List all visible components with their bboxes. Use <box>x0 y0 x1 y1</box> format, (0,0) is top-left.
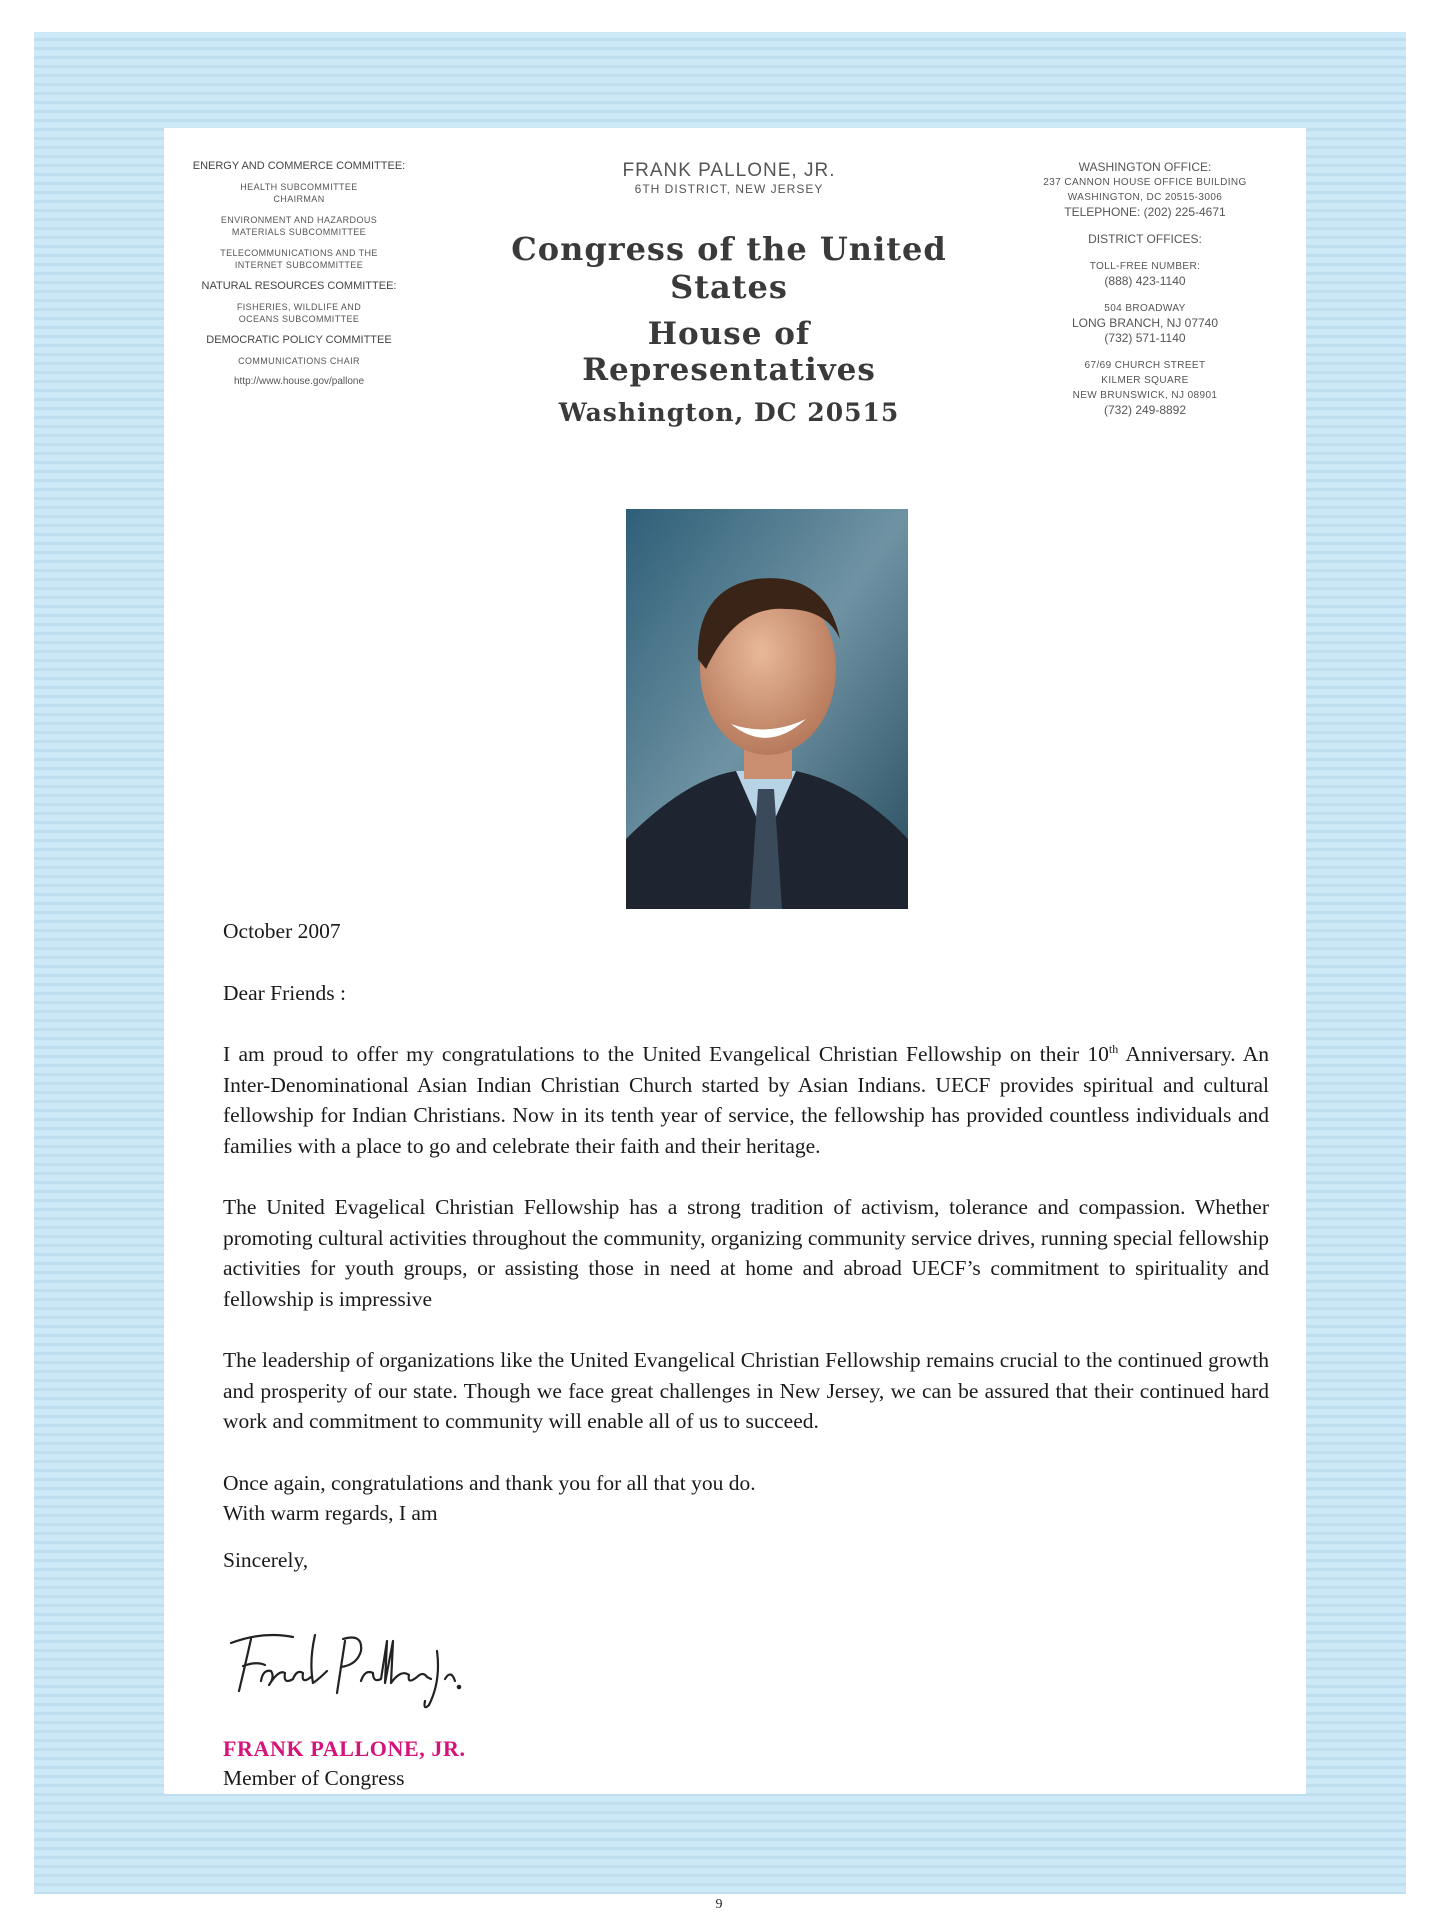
paragraph-4-line-2: With warm regards, I am <box>223 1501 438 1525</box>
signer-name: FRANK PALLONE, JR. <box>223 1736 466 1761</box>
website-url: http://www.house.gov/pallone <box>233 376 365 387</box>
portrait-photo <box>626 509 908 909</box>
representative-name: FRANK PALLONE, JR. <box>622 160 836 181</box>
long-branch-phone: (732) 571-1140 <box>1104 331 1186 345</box>
paragraph-1-text-a: I am proud to offer my congratulations to the United Evangelical Christian Fellowship on their 10 <box>223 1042 1109 1066</box>
new-brunswick-address-3: NEW BRUNSWICK, NJ 08901 <box>1072 390 1218 401</box>
signer-title: Member of Congress <box>223 1766 405 1790</box>
letter-body <box>223 916 1269 1575</box>
subcommittee-fisheries-1: FISHERIES, WILDLIFE AND <box>236 302 362 312</box>
paragraph-3: The leadership of organizations like the United Evangelical Christian Fellowship remains crucial to the continued growth and prosperity of our state. Though we face great challenges in New Jersey, we can be assured that their continued hard work and commitment to community will enable all of us to succeed. <box>223 1348 1269 1433</box>
ordinal-suffix: th <box>1108 1042 1119 1056</box>
washington-heading: Washington, DC 20515 <box>558 398 900 427</box>
subcommittee-environment-2: MATERIALS SUBCOMMITTEE <box>231 227 367 237</box>
subcommittee-fisheries-2: OCEANS SUBCOMMITTEE <box>238 314 360 324</box>
toll-free-number: (888) 423-1140 <box>1104 274 1186 288</box>
subcommittee-telecom-2: INTERNET SUBCOMMITTEE <box>234 260 364 270</box>
house-heading: House of Representatives <box>582 316 876 388</box>
toll-free-label: TOLL-FREE NUMBER: <box>1089 261 1201 272</box>
role-chairman: CHAIRMAN <box>273 194 325 204</box>
committee-democratic-policy: DEMOCRATIC POLICY COMMITTEE <box>206 334 392 346</box>
long-branch-address-1: 504 BROADWAY <box>1104 303 1186 314</box>
letter-date: October 2007 <box>223 919 341 943</box>
district: 6TH DISTRICT, NEW JERSEY <box>634 182 824 196</box>
paragraph-4-line-1: Once again, congratulations and thank you for all that you do. <box>223 1470 756 1495</box>
letterhead-offices <box>1026 160 1264 418</box>
paragraph-1-text-b: Anniversary. An Inter-Denominational Asian Indian Christian Church started by Asian Indians. UECF provides spiritual and cultural fellowship for Indian Christians. Now in its tenth year of service, the fellowship has provided countless individuals and families with a place to go and celebrate their faith and their heritage. <box>223 1042 1269 1158</box>
congress-heading: Congress of the United States <box>511 230 947 306</box>
washington-address-2: WASHINGTON, DC 20515-3006 <box>1067 192 1223 203</box>
new-brunswick-phone: (732) 249-8892 <box>1103 403 1187 417</box>
letter-sheet <box>164 128 1306 1794</box>
salutation: Dear Friends : <box>223 980 346 1005</box>
page-number: 9 <box>715 1897 723 1912</box>
washington-office-heading: WASHINGTON OFFICE: <box>1078 160 1212 174</box>
new-brunswick-address-1: 67/69 CHURCH STREET <box>1084 360 1206 371</box>
subcommittee-health: HEALTH SUBCOMMITTEE <box>240 182 358 192</box>
letterhead-committees <box>174 160 424 388</box>
washington-address-1: 237 CANNON HOUSE OFFICE BUILDING <box>1043 177 1247 188</box>
letterhead-center <box>504 160 954 427</box>
long-branch-address-2: LONG BRANCH, NJ 07740 <box>1071 316 1219 330</box>
washington-telephone: TELEPHONE: (202) 225-4671 <box>1064 205 1226 219</box>
page-border <box>34 32 1406 1894</box>
committee-natural-resources: NATURAL RESOURCES COMMITTEE: <box>201 280 397 292</box>
new-brunswick-address-2: KILMER SQUARE <box>1101 375 1189 386</box>
closing: Sincerely, <box>223 1547 309 1572</box>
paragraph-2: The United Evagelical Christian Fellowship has a strong tradition of activism, tolerance and compassion. Whether promoting cultural activities throughout the community, organizing community service drives, running special fellowship activities for youth groups, or assisting those in need at home and abroad UECF’s commitment to spirituality and fellowship is impressive <box>223 1195 1269 1311</box>
committee-energy: ENERGY AND COMMERCE COMMITTEE: <box>192 160 406 172</box>
handwritten-signature <box>223 1621 463 1721</box>
paragraph-1 <box>223 1039 1269 1161</box>
subcommittee-telecom-1: TELECOMMUNICATIONS AND THE <box>220 248 378 258</box>
district-offices-heading: DISTRICT OFFICES: <box>1088 232 1202 246</box>
role-communications-chair: COMMUNICATIONS CHAIR <box>238 356 360 366</box>
subcommittee-environment-1: ENVIRONMENT AND HAZARDOUS <box>220 215 378 225</box>
